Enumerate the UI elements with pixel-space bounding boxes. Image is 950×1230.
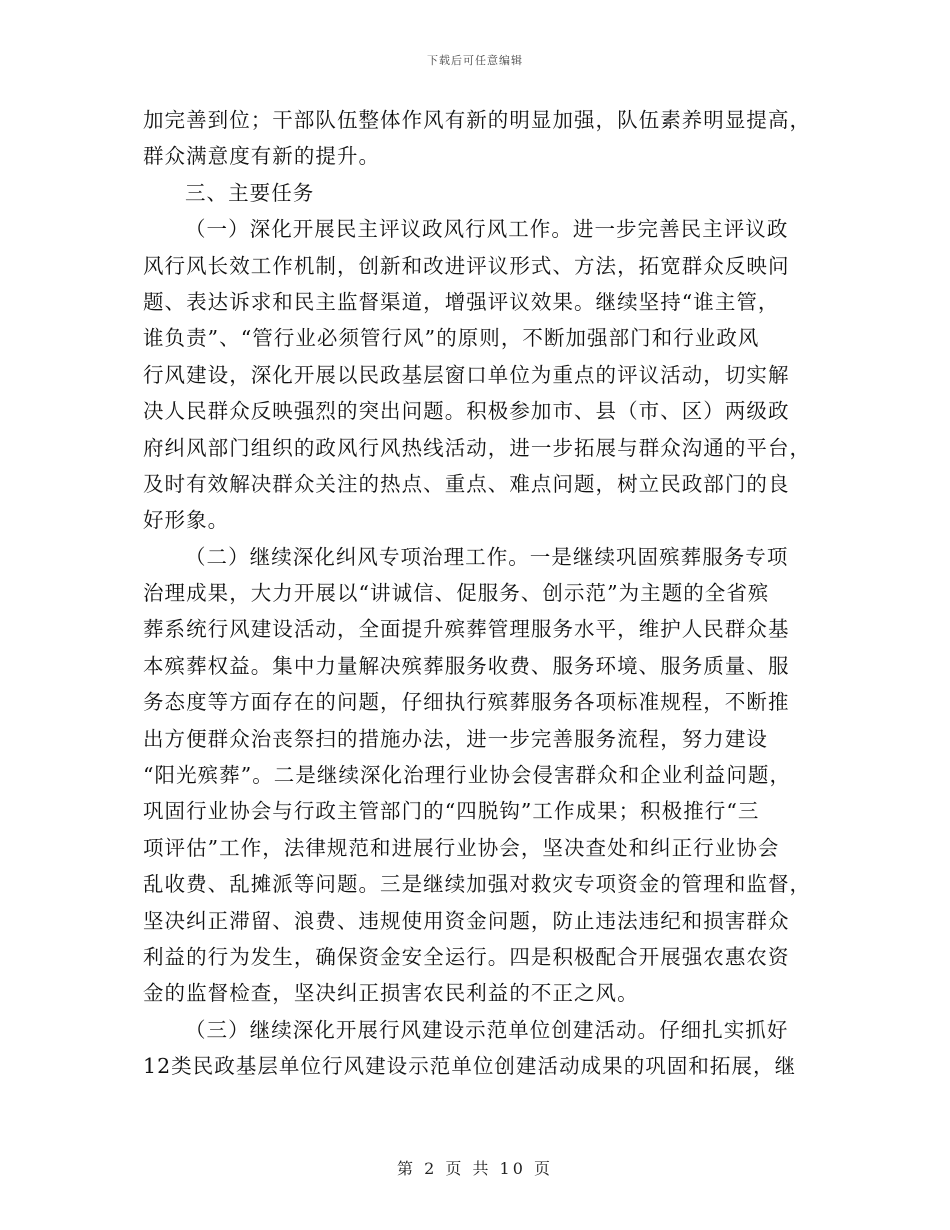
text-line: 风行风长效工作机制，创新和改进评议形式、方法，拓宽群众反映问 xyxy=(143,253,790,278)
text-line: 好形象。 xyxy=(143,508,230,533)
body-text xyxy=(143,102,812,1085)
text-line: 谁负责”、“管行业必须管行风”的原则，不断加强部门和行业政风 xyxy=(143,326,760,351)
text-line: 坚决纠正滞留、浪费、违规使用资金问题，防止违法违纪和损害群众 xyxy=(143,908,790,933)
text-line: 加完善到位；干部队伍整体作风有新的明显加强，队伍素养明显提高， xyxy=(143,108,812,132)
page-footer: 第 2 页 共 10 页 xyxy=(397,1159,553,1178)
text-line: 出方便群众治丧祭扫的措施办法，进一步完善服务流程，努力建设 xyxy=(143,726,768,751)
text-line: 及时有效解决群众关注的热点、重点、难点问题，树立民政部门的良 xyxy=(143,471,790,496)
text-line: 三、主要任务 xyxy=(185,180,315,205)
text-line: 12类民政基层单位行风建设示范单位创建活动成果的巩固和拓展，继 xyxy=(143,1054,797,1079)
text-line: （一）深化开展民主评议政风行风工作。进一步完善民主评议政 xyxy=(185,217,789,242)
text-line: 本殡葬权益。集中力量解决殡葬服务收费、服务环境、服务质量、服 xyxy=(143,653,790,678)
text-line: 行风建设，深化开展以民政基层窗口单位为重点的评议活动，切实解 xyxy=(143,362,790,387)
text-line: 府纠风部门组织的政风行风热线活动，进一步拓展与群众沟通的平台， xyxy=(143,435,812,460)
text-line: 乱收费、乱摊派等问题。三是继续加强对救灾专项资金的管理和监督， xyxy=(143,872,812,897)
text-line: 务态度等方面存在的问题，仔细执行殡葬服务各项标准规程，不断推 xyxy=(143,690,790,715)
page-header: 下载后可任意编辑 xyxy=(427,54,523,67)
text-line: 巩固行业协会与行政主管部门的“四脱钩”工作成果；积极推行“三 xyxy=(143,799,760,824)
text-line: （二）继续深化纠风专项治理工作。一是继续巩固殡葬服务专项 xyxy=(185,544,789,569)
text-line: 治理成果，大力开展以“讲诚信、促服务、创示范”为主题的全省殡 xyxy=(143,581,770,606)
text-line: 葬系统行风建设活动，全面提升殡葬管理服务水平，维护人民群众基 xyxy=(143,617,790,642)
text-line: 决人民群众反映强烈的突出问题。积极参加市、县（市、区）两级政 xyxy=(143,399,790,424)
text-line: 项评估”工作，法律规范和进展行业协会，坚决查处和纠正行业协会 xyxy=(143,835,780,860)
text-line: 金的监督检查，坚决纠正损害农民利益的不正之风。 xyxy=(143,981,639,1006)
text-line: 利益的行为发生，确保资金安全运行。四是积极配合开展强农惠农资 xyxy=(143,944,790,969)
text-line: 题、表达诉求和民主监督渠道，增强评议效果。继续坚持“谁主管， xyxy=(143,289,780,314)
text-line: “阳光殡葬”。二是继续深化治理行业协会侵害群众和企业利益问题， xyxy=(143,763,792,788)
text-line: 群众满意度有新的提升。 xyxy=(143,144,381,169)
text-line: （三）继续深化开展行风建设示范单位创建活动。仔细扎实抓好 xyxy=(185,1017,789,1042)
